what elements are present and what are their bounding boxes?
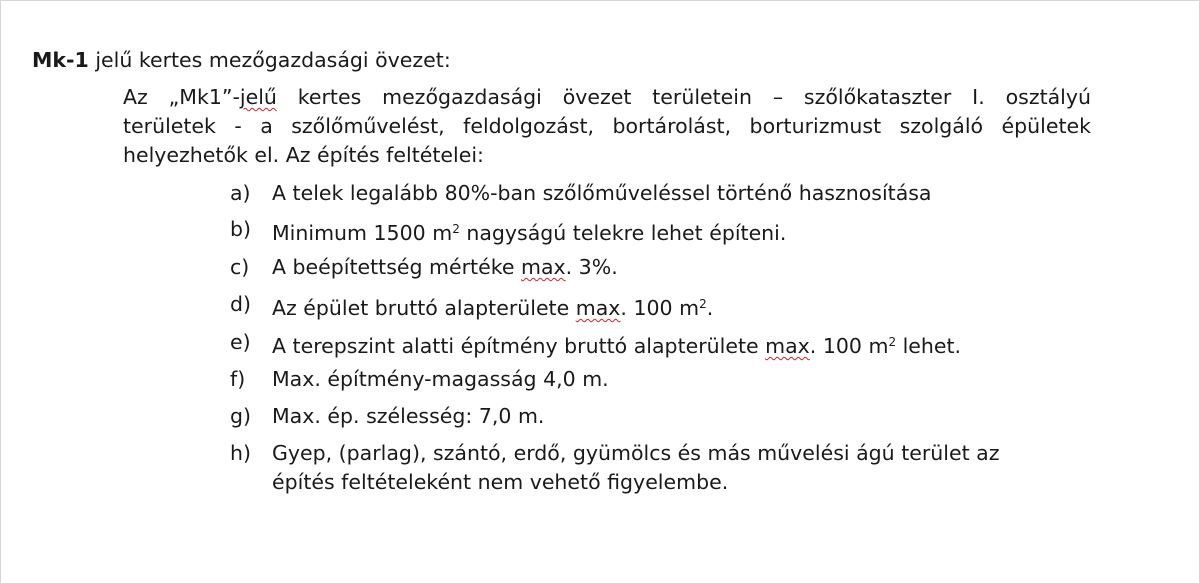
intro-text-1a: Az „Mk1”-	[123, 85, 240, 109]
list-item-text-part: nagyságú telekre lehet építeni.	[459, 221, 787, 245]
list-marker: h)	[230, 441, 251, 465]
list-marker: g)	[230, 404, 252, 428]
intro-line-2: területek - a szőlőművelést, feldolgozást, bortárolást, borturizmust szolgáló épületek	[123, 114, 1091, 138]
spellcheck-word: max	[520, 255, 566, 279]
intro-line-3: helyezhetők el. Az építés feltételei:	[123, 143, 484, 167]
list-item-text-part: . 100 m	[620, 296, 700, 320]
list-item-text	[272, 215, 786, 248]
zone-title: jelű kertes mezőgazdasági övezet:	[88, 48, 451, 72]
list-item-text-part: . 3%.	[565, 255, 618, 279]
list-item-text-part: lehet.	[896, 334, 962, 358]
list-item-text-part: .	[706, 296, 714, 320]
spellcheck-word: max	[765, 334, 810, 358]
list-item-text-part: Minimum 1500 m	[272, 221, 453, 245]
list-marker: a)	[230, 181, 251, 205]
section-heading	[32, 45, 451, 75]
list-marker: c)	[230, 255, 250, 279]
list-item-text-part: A beépítettség mértéke	[272, 255, 521, 279]
zone-code: Mk-1	[32, 48, 89, 72]
list-item-text: Max. ép. szélesség: 7,0 m.	[272, 404, 545, 428]
intro-paragraph	[123, 83, 1091, 170]
intro-text-1b: kertes mezőgazdasági övezet területein – szőlőkataszter I. osztályú	[276, 85, 1092, 109]
superscript: 2	[699, 297, 707, 311]
list-item-text	[272, 328, 961, 361]
list-marker: d)	[230, 292, 252, 316]
list-item-text: építés feltételeként nem vehető figyelembe.	[272, 470, 729, 494]
list-item-text-part: Az épület bruttó alapterülete	[272, 296, 576, 320]
list-marker: e)	[230, 330, 251, 354]
list-item-text-part: A terepszint alatti építmény bruttó alapterülete	[272, 334, 766, 358]
intro-line-1	[123, 83, 1091, 112]
list-marker: b)	[230, 217, 252, 241]
list-item-text: A telek legalább 80%-ban szőlőműveléssel történő hasznosítása	[272, 181, 932, 205]
superscript: 2	[452, 222, 460, 236]
superscript: 2	[888, 335, 897, 349]
spellcheck-word: jelű	[239, 85, 277, 109]
list-item-text-part: . 100 m	[809, 334, 889, 358]
spellcheck-word: max	[575, 296, 621, 320]
list-item-text	[272, 253, 618, 282]
list-marker: f)	[230, 367, 246, 391]
list-item-text: Gyep, (parlag), szántó, erdő, gyümölcs és más művelési ágú terület az	[272, 441, 1000, 465]
list-item-text	[272, 290, 713, 323]
list-item-text: Max. építmény-magasság 4,0 m.	[272, 367, 609, 391]
